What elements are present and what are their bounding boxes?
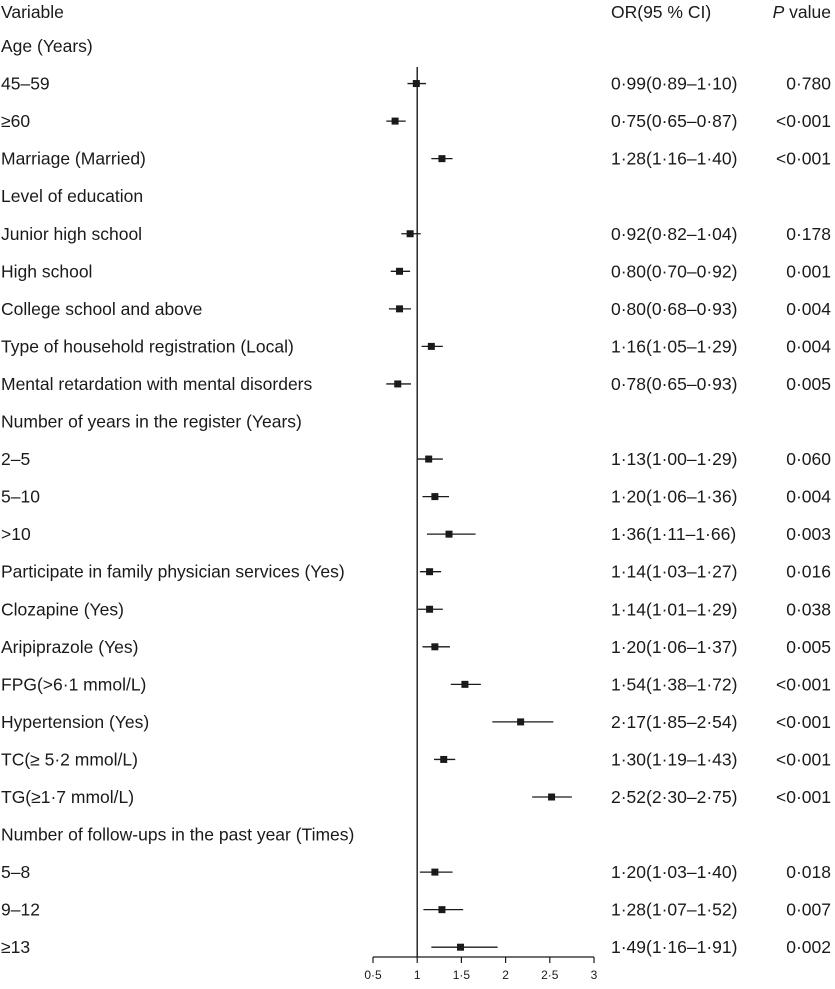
p-value: 0·038: [786, 599, 831, 620]
x-tick-label: 1: [413, 968, 421, 982]
p-value: <0·001: [776, 111, 831, 132]
row-label: Mental retardation with mental disorders: [1, 373, 313, 394]
row-label: 5–10: [1, 486, 40, 507]
row-label: Participate in family physician services (Yes): [1, 561, 345, 582]
or-ci-value: 0·78(0·65–0·93): [611, 373, 738, 394]
row-label: ≥13: [1, 937, 31, 958]
p-italic: P: [772, 2, 785, 22]
or-point: [407, 230, 414, 237]
or-point: [394, 380, 401, 387]
x-tick-label: 0·5: [364, 968, 382, 982]
row-label: Level of education: [1, 186, 144, 207]
x-tick-label: 2: [502, 968, 509, 982]
or-ci-value: 0·99(0·89–1·10): [611, 73, 738, 94]
x-axis: [364, 957, 597, 982]
row-label: ≥60: [1, 111, 31, 132]
p-value: 0·002: [786, 937, 831, 958]
or-ci-value: 2·52(2·30–2·75): [611, 787, 738, 807]
row-label: >10: [1, 524, 31, 545]
variable-header: Variable: [1, 2, 64, 22]
p-value: <0·001: [776, 148, 831, 169]
row-label: TG(≥1·7 mmol/L): [1, 787, 135, 807]
or-point: [446, 531, 453, 538]
or-point: [438, 906, 445, 913]
row-label: 45–59: [1, 73, 50, 94]
or-ci-value: 1·13(1·00–1·29): [611, 449, 738, 470]
or-point: [431, 493, 438, 500]
or-point: [396, 305, 403, 312]
row-label: Aripiprazole (Yes): [1, 636, 139, 657]
or-ci-value: 1·20(1·06–1·36): [611, 486, 738, 507]
or-point: [426, 568, 433, 575]
p-value-word: value: [784, 2, 831, 22]
or-point: [392, 118, 399, 125]
row-label: Clozapine (Yes): [1, 599, 124, 620]
or-ci-value: 1·20(1·06–1·37): [611, 636, 738, 657]
p-value: 0·016: [786, 561, 831, 582]
or-ci-value: 0·75(0·65–0·87): [611, 111, 738, 132]
p-value: <0·001: [776, 749, 831, 770]
or-point: [428, 343, 435, 350]
row-label: Junior high school: [1, 223, 143, 244]
x-tick-label: 2·5: [541, 968, 559, 982]
or-ci-value: 0·80(0·68–0·93): [611, 298, 738, 319]
or-point: [548, 794, 555, 801]
p-value: 0·018: [786, 862, 831, 883]
p-value: 0·007: [786, 899, 831, 920]
p-value: 0·001: [786, 261, 831, 282]
p-value: 0·060: [786, 449, 831, 470]
p-value: <0·001: [776, 787, 831, 807]
row-label: Type of household registration (Local): [1, 336, 294, 357]
row-label: 2–5: [1, 449, 31, 470]
p-value: 0·004: [786, 486, 831, 507]
row-label: High school: [1, 261, 93, 282]
x-tick-label: 1·5: [452, 968, 471, 982]
or-ci-value: 1·36(1·11–1·66): [611, 524, 737, 545]
or-ci-value: 1·20(1·03–1·40): [611, 862, 738, 883]
p-value: 0·003: [786, 524, 831, 545]
or-point: [413, 80, 420, 87]
or-ci-value: 1·49(1·16–1·91): [611, 937, 738, 958]
p-value-header: [773, 2, 831, 22]
or-ci-value: 1·30(1·19–1·43): [611, 749, 738, 770]
p-value: 0·004: [786, 336, 831, 357]
or-point: [461, 681, 468, 688]
row-label: TC(≥ 5·2 mmol/L): [1, 749, 138, 770]
or-ci-value: 1·14(1·03–1·27): [611, 561, 738, 582]
or-point: [426, 606, 433, 613]
or-ci-value: 1·28(1·07–1·52): [611, 899, 738, 920]
row-label: Hypertension (Yes): [1, 711, 150, 732]
rows-layer: [1, 36, 831, 957]
or-point: [425, 456, 432, 463]
or-point: [517, 718, 524, 725]
row-label: 9–12: [1, 899, 40, 920]
or-ci-value: 0·92(0·82–1·04): [611, 223, 738, 244]
or-point: [438, 155, 445, 162]
or-ci-value: 0·80(0·70–0·92): [611, 261, 738, 282]
row-label: Marriage (Married): [1, 148, 146, 169]
or-point: [440, 756, 447, 763]
or-ci-value: 2·17(1·85–2·54): [611, 711, 738, 732]
row-label: 5–8: [1, 862, 31, 883]
or-point: [431, 869, 438, 876]
or-ci-value: 1·28(1·16–1·40): [611, 148, 738, 169]
p-value: 0·005: [786, 373, 831, 394]
p-value: 0·005: [786, 636, 831, 657]
or-point: [396, 268, 403, 275]
row-label: Age (Years): [1, 36, 93, 56]
row-label: Number of years in the register (Years): [1, 411, 302, 432]
row-label: FPG(>6·1 mmol/L): [1, 674, 147, 695]
or-point: [457, 944, 464, 951]
p-value: 0·178: [786, 223, 831, 244]
or-ci-value: 1·16(1·05–1·29): [611, 336, 738, 357]
or-ci-header: OR(95 % CI): [611, 2, 712, 22]
row-label: College school and above: [1, 298, 203, 319]
or-ci-value: 1·14(1·01–1·29): [611, 599, 738, 620]
p-value: 0·004: [786, 298, 831, 319]
p-value: 0·780: [786, 73, 831, 94]
p-value: <0·001: [776, 674, 831, 695]
p-value: <0·001: [776, 711, 831, 732]
x-tick-label: 3: [590, 968, 598, 982]
row-label: Number of follow-ups in the past year (Times): [1, 824, 355, 845]
or-point: [431, 643, 438, 650]
or-ci-value: 1·54(1·38–1·72): [611, 674, 738, 695]
